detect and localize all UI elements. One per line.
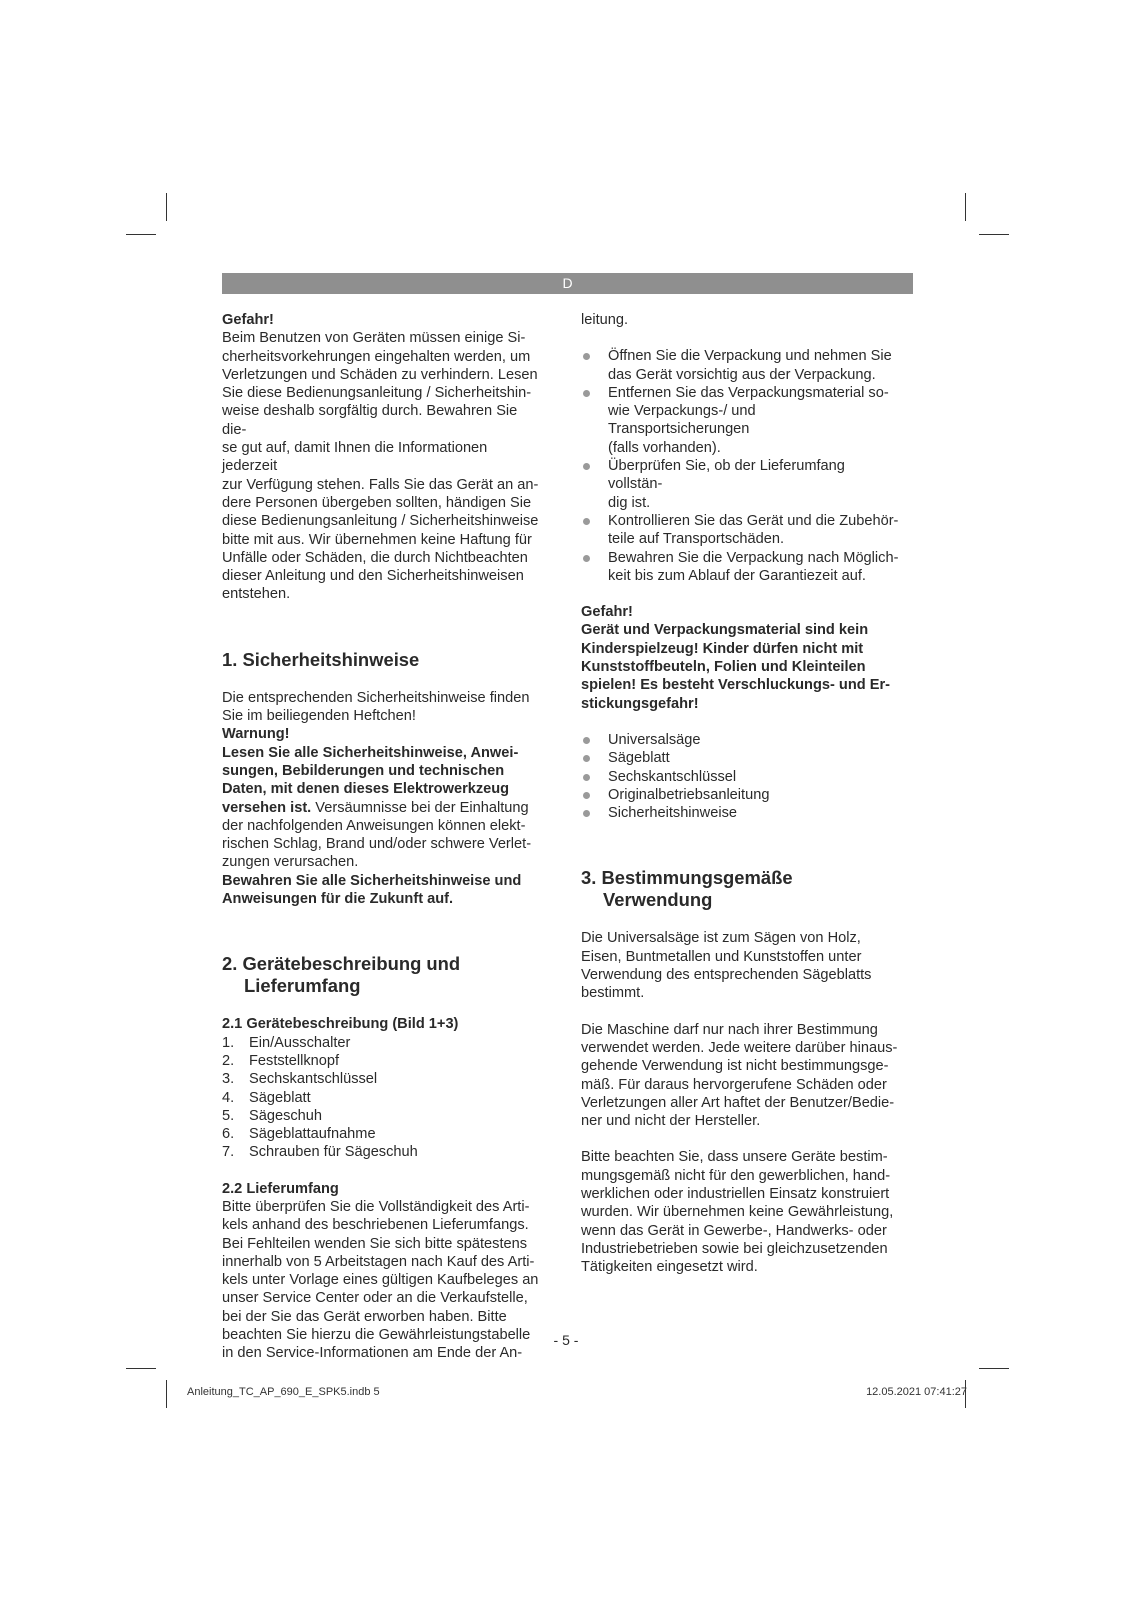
list-item [581, 731, 899, 749]
list-item [581, 549, 899, 586]
list-item-number: 2. [222, 1052, 235, 1069]
delivery-items-list [581, 731, 899, 822]
list-item [581, 804, 899, 822]
text-line: dieser Anleitung und den Sicherheitshinweisen [222, 568, 524, 585]
text-line: Bei Fehlteilen wenden Sie sich bitte spätestens [222, 1235, 528, 1252]
text-line: Gerät und Verpackungsmaterial sind kein [581, 622, 869, 639]
section-1-title: 1. Sicherheitshinweise [222, 648, 420, 670]
crop-mark [166, 193, 167, 221]
text-line: wie Verpackungs-/ und Transportsicherungen [608, 403, 756, 438]
footer-datetime: 12.05.2021 07:41:27 [866, 1386, 967, 1398]
text-line: kels anhand des beschriebenen Lieferumfangs. [222, 1217, 529, 1234]
text-line: wenn das Gerät in Gewerbe-, Handwerks- oder [581, 1222, 887, 1239]
text-line: unser Service Center oder an die Verkaufstelle, [222, 1290, 528, 1307]
list-item [222, 1143, 540, 1161]
text-line: der nachfolgenden Anweisungen können elekt- [222, 817, 526, 834]
text-line: Industriebetrieben sowie bei gleichzusetzenden [581, 1240, 888, 1257]
text-line: beachten Sie hierzu die Gewährleistungstabelle [222, 1327, 531, 1344]
text-line: Kontrollieren Sie das Gerät und die Zubehör- [608, 512, 899, 529]
gefahr-heading: Gefahr! [222, 312, 274, 328]
crop-mark [126, 1368, 156, 1369]
list-item [581, 786, 899, 804]
list-item-label: Sägeblatt [249, 1089, 311, 1106]
usage-paragraph-2 [581, 1021, 899, 1131]
text-line: Bitte beachten Sie, dass unsere Geräte bestim- [581, 1149, 888, 1166]
text-line: Sie im beiliegenden Heftchen! [222, 708, 416, 725]
list-item [222, 1052, 540, 1070]
list-item [581, 768, 899, 786]
crop-mark [965, 193, 966, 221]
footer-filename: Anleitung_TC_AP_690_E_SPK5.indb 5 [187, 1386, 380, 1398]
crop-mark [979, 234, 1009, 235]
text-line: werklichen oder industriellen Einsatz konstruiert [581, 1185, 890, 1202]
right-column [581, 311, 899, 1276]
text-line: dig ist. [608, 494, 651, 511]
list-item-number: 1. [222, 1034, 235, 1051]
gefahr-heading-2: Gefahr! [581, 604, 633, 621]
bullet-icon [583, 518, 590, 525]
section-2-1-title: 2.1 Gerätebeschreibung (Bild 1+3) [222, 1016, 459, 1033]
list-item [222, 1034, 540, 1052]
list-item [581, 457, 899, 512]
text-line: gehende Verwendung ist nicht bestimmungsge- [581, 1058, 889, 1075]
list-item [581, 384, 899, 457]
section-2-title: 2. Gerätebeschreibung und Lieferumfang [222, 953, 461, 997]
language-header-bar: D [222, 273, 913, 294]
warnung-paragraph: Lesen Sie alle Sicherheitshinweise, Anwei- sungen, Bebilderungen und technischen Daten, mit denen dieses Elektrowerkzeug versehen ist. Versäumnisse bei der Einhaltung der nachfolgenden Anweisungen können elekt- rischen Schlag, Brand und/oder schwere Verlet- zungen verursachen. [222, 744, 540, 872]
list-item [222, 1070, 540, 1088]
usage-paragraph-3 [581, 1148, 899, 1276]
list-item-number: 6. [222, 1126, 235, 1143]
bullet-icon [583, 755, 590, 762]
bullet-icon [583, 792, 590, 799]
text-line: Sechskantschlüssel [608, 768, 737, 785]
text-line: in den Service-Informationen am Ende der An- [222, 1345, 523, 1362]
gefahr-warning-paragraph [581, 621, 899, 712]
bullet-icon [583, 353, 590, 360]
usage-paragraph-1 [581, 929, 899, 1002]
text-line: Kunststoffbeuteln, Folien und Kleinteilen [581, 659, 866, 676]
text-line: kels unter Vorlage eines gültigen Kaufbeleges an [222, 1272, 539, 1289]
list-item [581, 512, 899, 549]
text-line: ner und nicht der Hersteller. [581, 1113, 761, 1130]
text-line: (falls vorhanden). [608, 439, 721, 456]
text-line: dere Personen übergeben sollten, händigen Sie [222, 494, 532, 511]
text-line: zungen verursachen. [222, 854, 359, 871]
text-line: bestimmt. [581, 985, 645, 1002]
text-line: Öffnen Sie die Verpackung und nehmen Sie [608, 348, 892, 365]
page-number: - 5 - [553, 1332, 579, 1348]
text-line: keit bis zum Ablauf der Garantiezeit auf. [608, 567, 866, 584]
bullet-icon [583, 810, 590, 817]
unpacking-steps-list [581, 347, 899, 585]
list-item-label: Schrauben für Sägeschuh [249, 1144, 418, 1161]
list-item-label: Feststellknopf [249, 1052, 340, 1069]
text-line: Entfernen Sie das Verpackungsmaterial so- [608, 384, 889, 401]
text-line: Überprüfen Sie, ob der Lieferumfang vollstän- [608, 458, 845, 493]
list-item [222, 1125, 540, 1143]
text-line: Die Maschine darf nur nach ihrer Bestimmung [581, 1021, 878, 1038]
text-line: Verwendung des entsprechenden Sägeblatts [581, 967, 872, 984]
text-line: Unfälle oder Schäden, die durch Nichtbeachten [222, 549, 528, 566]
text-line: Verletzungen und Schäden zu verhindern. Lesen [222, 366, 538, 383]
bullet-icon [583, 463, 590, 470]
text-line: Sicherheitshinweise [608, 805, 737, 822]
text-line: se gut auf, damit Ihnen die Informationen jederzeit [222, 440, 488, 475]
parts-list [222, 1034, 540, 1162]
text-line: das Gerät vorsichtig aus der Verpackung. [608, 366, 876, 383]
list-item-number: 5. [222, 1107, 235, 1124]
list-item-label: Sechskantschlüssel [249, 1071, 378, 1088]
list-item-label: Sägeschuh [249, 1107, 323, 1124]
gefahr-paragraph [222, 329, 540, 603]
text-line: Daten, mit denen dieses Elektrowerkzeug [222, 781, 510, 798]
bullet-icon [583, 390, 590, 397]
list-item [581, 347, 899, 384]
text-line: cherheitsvorkehrungen eingehalten werden, um [222, 348, 531, 365]
section-3-title: 3. Bestimmungsgemäße Verwendung [581, 867, 793, 911]
text-line: versehen ist. [222, 799, 312, 816]
text-line: Beim Benutzen von Geräten müssen einige Si- [222, 330, 526, 347]
bullet-icon [583, 737, 590, 744]
list-item-label: Sägeblattaufnahme [249, 1126, 376, 1143]
crop-mark [166, 1380, 167, 1408]
bewahren-paragraph [222, 872, 540, 909]
text-line: innerhalb von 5 Arbeitstagen nach Kauf des Arti- [222, 1253, 535, 1270]
list-item-label: Ein/Ausschalter [249, 1034, 351, 1051]
text-line: Verletzungen aller Art haftet der Benutzer/Bedie- [581, 1094, 895, 1111]
text-line: wurden. Wir übernehmen keine Gewährleistung, [581, 1204, 894, 1221]
continued-text: leitung. [581, 312, 629, 328]
text-line: Bewahren Sie alle Sicherheitshinweise und [222, 872, 522, 889]
text-line: Originalbetriebsanleitung [608, 786, 770, 803]
text-line: Tätigkeiten eingesetzt wird. [581, 1259, 758, 1276]
text-line: diese Bedienungsanleitung / Sicherheitshinweise [222, 513, 539, 530]
text-line: Sägeblatt [608, 750, 670, 767]
text-line: stickungsgefahr! [581, 695, 699, 712]
list-item-number: 3. [222, 1071, 235, 1088]
text-line: Bewahren Sie die Verpackung nach Möglich- [608, 549, 899, 566]
text-line: Universalsäge [608, 731, 701, 748]
text-line: Kinderspielzeug! Kinder dürfen nicht mit [581, 640, 864, 657]
list-item [222, 1089, 540, 1107]
text-line: weise deshalb sorgfältig durch. Bewahren Sie die- [222, 403, 518, 438]
text-line: verwendet werden. Jede weitere darüber hinaus- [581, 1039, 898, 1056]
text-line: bei der Sie das Gerät erworben haben. Bitte [222, 1308, 507, 1325]
text-line: sungen, Bebilderungen und technischen [222, 762, 505, 779]
text-line: spielen! Es besteht Verschluckungs- und Er- [581, 677, 890, 694]
text-line: mungsgemäß nicht für den gewerblichen, hand- [581, 1167, 891, 1184]
bullet-icon [583, 774, 590, 781]
section-2-2-title: 2.2 Lieferumfang [222, 1180, 339, 1197]
list-item [222, 1107, 540, 1125]
list-item-number: 4. [222, 1089, 235, 1106]
text-line: bitte mit aus. Wir übernehmen keine Haftung für [222, 531, 532, 548]
text-line: zur Verfügung stehen. Falls Sie das Gerät an an- [222, 476, 539, 493]
list-item-number: 7. [222, 1144, 235, 1161]
text-line: Die entsprechenden Sicherheitshinweise finden [222, 689, 530, 706]
left-column [222, 311, 540, 1363]
text-line: entstehen. [222, 586, 291, 603]
text-line: Lesen Sie alle Sicherheitshinweise, Anwei- [222, 744, 519, 761]
text-line: rischen Schlag, Brand und/oder schwere Verlet- [222, 836, 532, 853]
crop-mark [126, 234, 156, 235]
text-line: teile auf Transportschäden. [608, 531, 785, 548]
text-line: Die Universalsäge ist zum Sägen von Holz, [581, 930, 861, 947]
text-line: Bitte überprüfen Sie die Vollständigkeit des Arti- [222, 1198, 530, 1215]
warnung-heading: Warnung! [222, 726, 290, 743]
text-line: Eisen, Buntmetallen und Kunststoffen unter [581, 948, 862, 965]
list-item [581, 749, 899, 767]
section-1-intro [222, 689, 540, 726]
text-line: Sie diese Bedienungsanleitung / Sicherheitshin- [222, 385, 532, 402]
bullet-icon [583, 555, 590, 562]
text-line: mäß. Für daraus hervorgerufene Schäden oder [581, 1076, 887, 1093]
crop-mark [979, 1368, 1009, 1369]
text-line: Anweisungen für die Zukunft auf. [222, 891, 454, 908]
